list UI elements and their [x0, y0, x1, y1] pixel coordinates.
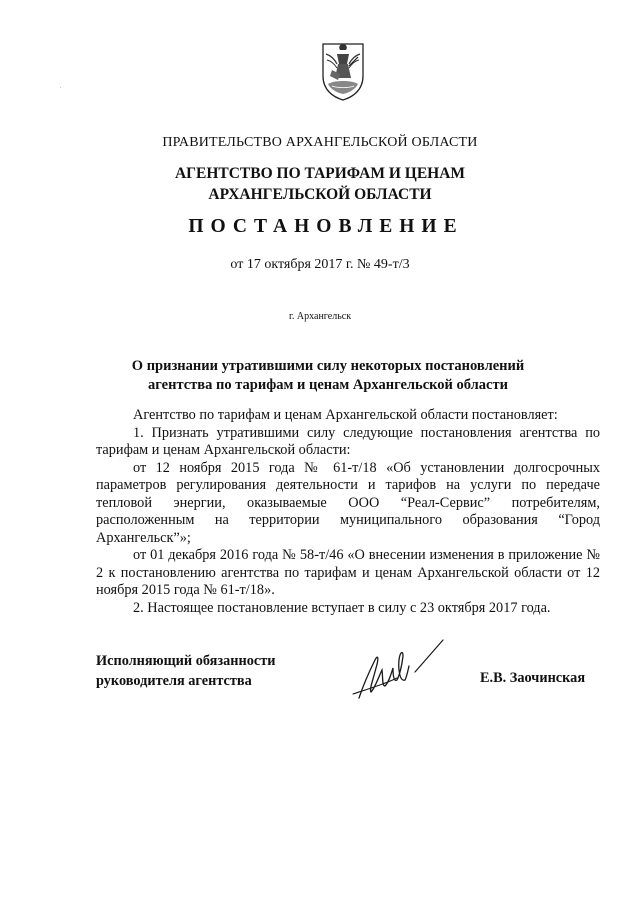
coat-of-arms-icon: [318, 40, 368, 102]
body-paragraph-preamble: Агентство по тарифам и ценам Архангельской области постановляет:: [133, 407, 558, 423]
agency-name-line2: АРХАНГЕЛЬСКОЙ ОБЛАСТИ: [208, 186, 432, 203]
subject-line1: О признании утратившими силу некоторых постановлений: [131, 358, 525, 374]
body-paragraph-item1: 1. Признать утратившими силу следующие постановления агентства по тарифам и ценам Архангельской области:: [96, 424, 600, 458]
subject-line2: агентства по тарифам и ценам Архангельской области: [148, 377, 508, 393]
signatory-position-line2: руководителя агентства: [96, 673, 252, 689]
body-paragraph-item2: 2. Настоящее постановление вступает в силу с 23 октября 2017 года.: [133, 599, 551, 616]
handwritten-signature: [345, 628, 455, 708]
document-subject: [8, 357, 640, 395]
signatory-position-line1: Исполняющий обязанности: [96, 653, 276, 669]
agency-name: [0, 163, 640, 205]
document-body: [96, 407, 600, 617]
signatory-name: Е.В. Заочинская: [480, 670, 586, 686]
signatory-position: [96, 651, 276, 691]
body-paragraph-resolution-2016: от 01 декабря 2016 года № 58-т/46 «О внесении изменения в приложение № 2 к постановлению агентства по тарифам и ценам Архангельской области от 12 ноября 2015 года № 61-т/18».: [96, 547, 600, 598]
document-city: г. Архангельск: [288, 311, 352, 322]
agency-name-line1: АГЕНТСТВО ПО ТАРИФАМ И ЦЕНАМ: [174, 165, 466, 182]
government-name: ПРАВИТЕЛЬСТВО АРХАНГЕЛЬСКОЙ ОБЛАСТИ: [162, 135, 478, 150]
document-type: ПОСТАНОВЛЕНИЕ: [188, 216, 464, 237]
scan-speck: [60, 87, 61, 88]
document-date-number: от 17 октября 2017 г. № 49-т/3: [230, 257, 410, 272]
body-paragraph-resolution-2015: от 12 ноября 2015 года № 61-т/18 «Об установлении долгосрочных параметров регулирования деятельности и тарифов на услуги по передаче тепловой энергии, оказываемые ООО “Реал-Сервис” потребителям, расположенным на территории муниципального образования “Город Архангельск”»;: [96, 459, 600, 546]
